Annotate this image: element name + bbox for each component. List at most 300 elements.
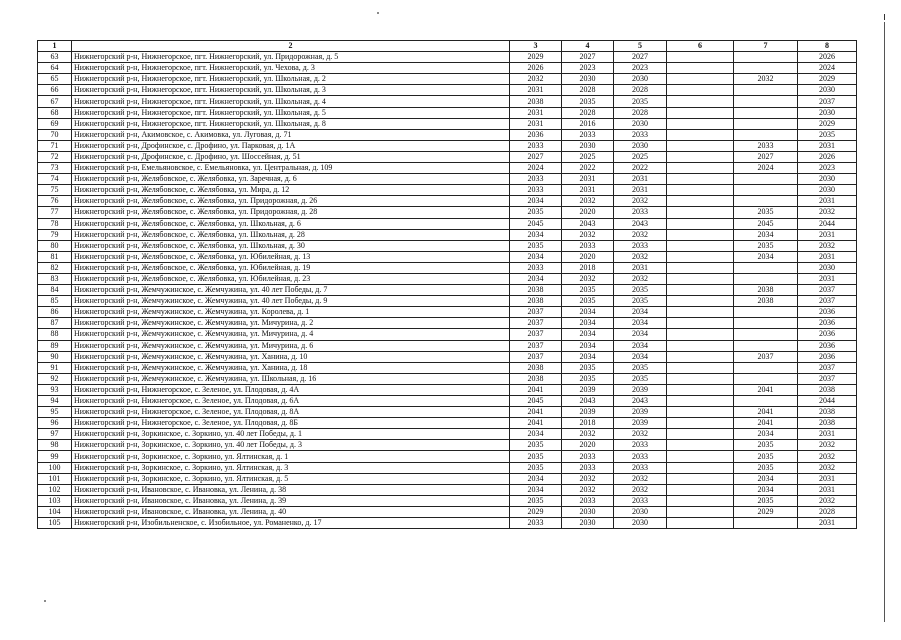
row-number-cell: 79: [38, 229, 72, 240]
row-number-cell: 89: [38, 340, 72, 351]
col-6-cell: [667, 151, 734, 162]
table-row: [38, 462, 857, 473]
scan-speck: [44, 600, 46, 602]
row-number-cell: 69: [38, 118, 72, 129]
table-row: [38, 118, 857, 129]
row-number-cell: 104: [38, 506, 72, 517]
col-4-cell: 2035: [562, 96, 614, 107]
col-3-cell: 2041: [510, 418, 562, 429]
col-8-cell: 2030: [798, 107, 857, 118]
col-6-cell: [667, 207, 734, 218]
col-4-cell: 2035: [562, 296, 614, 307]
address-cell: Нижнегорский р-н, Зоркинское, с. Зоркино, ул. 40 лет Победы, д. 3: [72, 440, 510, 451]
table-row: [38, 185, 857, 196]
row-number-cell: 93: [38, 384, 72, 395]
address-cell: Нижнегорский р-н, Жемчужинское, с. Жемчужина, ул. Мичурина, д. 2: [72, 318, 510, 329]
col-3-cell: 2036: [510, 129, 562, 140]
col-5-cell: 2033: [614, 240, 667, 251]
address-cell: Нижнегорский р-н, Нижнегорское, пгт. Нижнегорский, ул. Школьная, д. 3: [72, 85, 510, 96]
table-row: [38, 207, 857, 218]
row-number-cell: 102: [38, 484, 72, 495]
row-number-cell: 88: [38, 329, 72, 340]
col-8-cell: 2037: [798, 96, 857, 107]
col-7-cell: 2032: [734, 74, 798, 85]
col-8-cell: 2038: [798, 418, 857, 429]
col-3-cell: 2031: [510, 85, 562, 96]
col-6-cell: [667, 373, 734, 384]
table-row: [38, 340, 857, 351]
col-8-cell: 2031: [798, 518, 857, 529]
col-7-cell: 2034: [734, 484, 798, 495]
table-row: [38, 140, 857, 151]
col-8-cell: 2037: [798, 296, 857, 307]
address-cell: Нижнегорский р-н, Желябовское, с. Желябовка, ул. Юбилейная, д. 13: [72, 251, 510, 262]
col-8-cell: 2032: [798, 451, 857, 462]
address-cell: Нижнегорский р-н, Жемчужинское, с. Жемчужина, ул. Мичурина, д. 6: [72, 340, 510, 351]
table-row: [38, 373, 857, 384]
col-6-cell: [667, 96, 734, 107]
col-6-cell: [667, 196, 734, 207]
header-cell: 1: [38, 41, 72, 52]
address-cell: Нижнегорский р-н, Жемчужинское, с. Жемчужина, ул. Школьная, д. 16: [72, 373, 510, 384]
page-edge-mark: [884, 14, 885, 20]
table-row: [38, 196, 857, 207]
address-cell: Нижнегорский р-н, Нижнегорское, пгт. Нижнегорский, ул. Школьная, д. 8: [72, 118, 510, 129]
col-8-cell: 2031: [798, 196, 857, 207]
row-number-cell: 63: [38, 52, 72, 63]
col-8-cell: 2030: [798, 174, 857, 185]
col-3-cell: 2033: [510, 262, 562, 273]
row-number-cell: 65: [38, 74, 72, 85]
table-row: [38, 63, 857, 74]
col-5-cell: 2032: [614, 429, 667, 440]
col-5-cell: 2034: [614, 340, 667, 351]
col-6-cell: [667, 473, 734, 484]
col-3-cell: 2029: [510, 52, 562, 63]
col-7-cell: 2035: [734, 462, 798, 473]
col-4-cell: 2030: [562, 506, 614, 517]
col-8-cell: 2031: [798, 251, 857, 262]
col-3-cell: 2026: [510, 63, 562, 74]
col-6-cell: [667, 418, 734, 429]
col-3-cell: 2035: [510, 240, 562, 251]
col-7-cell: 2038: [734, 285, 798, 296]
col-4-cell: 2032: [562, 229, 614, 240]
col-6-cell: [667, 518, 734, 529]
table-row: [38, 107, 857, 118]
table-row: [38, 151, 857, 162]
col-7-cell: [734, 129, 798, 140]
address-cell: Нижнегорский р-н, Нижнегорское, с. Зеленое, ул. Плодовая, д. 4А: [72, 384, 510, 395]
col-4-cell: 2034: [562, 318, 614, 329]
row-number-cell: 96: [38, 418, 72, 429]
col-6-cell: [667, 63, 734, 74]
col-5-cell: 2035: [614, 296, 667, 307]
address-cell: Нижнегорский р-н, Желябовское, с. Желябовка, ул. Мира, д. 12: [72, 185, 510, 196]
table-row: [38, 273, 857, 284]
address-cell: Нижнегорский р-н, Желябовское, с. Желябовка, ул. Заречная, д. 6: [72, 174, 510, 185]
col-4-cell: 2035: [562, 362, 614, 373]
row-number-cell: 70: [38, 129, 72, 140]
col-3-cell: 2037: [510, 351, 562, 362]
row-number-cell: 97: [38, 429, 72, 440]
header-cell: 5: [614, 41, 667, 52]
table-row: [38, 407, 857, 418]
table-row: [38, 495, 857, 506]
table-row: [38, 85, 857, 96]
address-cell: Нижнегорский р-н, Жемчужинское, с. Жемчужина, ул. Ханина, д. 10: [72, 351, 510, 362]
col-6-cell: [667, 251, 734, 262]
col-8-cell: 2028: [798, 506, 857, 517]
col-6-cell: [667, 52, 734, 63]
col-4-cell: 2033: [562, 462, 614, 473]
address-cell: Нижнегорский р-н, Жемчужинское, с. Жемчужина, ул. Королева, д. 1: [72, 307, 510, 318]
col-8-cell: 2031: [798, 273, 857, 284]
row-number-cell: 66: [38, 85, 72, 96]
col-6-cell: [667, 484, 734, 495]
col-4-cell: 2035: [562, 285, 614, 296]
table-row: [38, 351, 857, 362]
col-6-cell: [667, 396, 734, 407]
col-7-cell: [734, 396, 798, 407]
col-4-cell: 2028: [562, 85, 614, 96]
table-row: [38, 174, 857, 185]
address-cell: Нижнегорский р-н, Жемчужинское, с. Жемчужина, ул. 40 лет Победы, д. 7: [72, 285, 510, 296]
row-number-cell: 83: [38, 273, 72, 284]
col-5-cell: 2033: [614, 440, 667, 451]
col-5-cell: 2033: [614, 207, 667, 218]
col-3-cell: 2035: [510, 440, 562, 451]
row-number-cell: 105: [38, 518, 72, 529]
col-5-cell: 2030: [614, 118, 667, 129]
row-number-cell: 82: [38, 262, 72, 273]
row-number-cell: 75: [38, 185, 72, 196]
col-6-cell: [667, 185, 734, 196]
col-7-cell: [734, 373, 798, 384]
table-row: [38, 429, 857, 440]
scan-speck: [377, 12, 379, 14]
col-5-cell: 2032: [614, 484, 667, 495]
col-6-cell: [667, 174, 734, 185]
col-8-cell: 2026: [798, 52, 857, 63]
col-4-cell: 2039: [562, 384, 614, 395]
table-row: [38, 362, 857, 373]
col-6-cell: [667, 329, 734, 340]
col-7-cell: 2034: [734, 429, 798, 440]
col-5-cell: 2043: [614, 396, 667, 407]
col-5-cell: 2031: [614, 174, 667, 185]
col-4-cell: 2032: [562, 196, 614, 207]
row-number-cell: 98: [38, 440, 72, 451]
col-3-cell: 2038: [510, 362, 562, 373]
col-8-cell: 2035: [798, 129, 857, 140]
col-7-cell: [734, 85, 798, 96]
row-number-cell: 67: [38, 96, 72, 107]
table-row: [38, 518, 857, 529]
address-cell: Нижнегорский р-н, Желябовское, с. Желябовка, ул. Придорожная, д. 28: [72, 207, 510, 218]
col-5-cell: 2032: [614, 229, 667, 240]
col-6-cell: [667, 129, 734, 140]
col-8-cell: 2037: [798, 285, 857, 296]
col-3-cell: 2035: [510, 462, 562, 473]
col-7-cell: [734, 518, 798, 529]
address-cell: Нижнегорский р-н, Дрофинское, с. Дрофино, ул. Шоссейная, д. 51: [72, 151, 510, 162]
col-5-cell: 2035: [614, 285, 667, 296]
col-4-cell: 2023: [562, 63, 614, 74]
col-4-cell: 2034: [562, 307, 614, 318]
col-5-cell: 2035: [614, 373, 667, 384]
col-4-cell: 2032: [562, 484, 614, 495]
col-6-cell: [667, 118, 734, 129]
col-8-cell: 2024: [798, 63, 857, 74]
col-8-cell: 2029: [798, 118, 857, 129]
table-row: [38, 240, 857, 251]
address-cell: Нижнегорский р-н, Желябовское, с. Желябовка, ул. Придорожная, д. 26: [72, 196, 510, 207]
col-6-cell: [667, 318, 734, 329]
col-6-cell: [667, 163, 734, 174]
header-cell: 2: [72, 41, 510, 52]
col-6-cell: [667, 384, 734, 395]
col-7-cell: [734, 96, 798, 107]
col-3-cell: 2038: [510, 96, 562, 107]
col-7-cell: [734, 174, 798, 185]
row-number-cell: 71: [38, 140, 72, 151]
address-cell: Нижнегорский р-н, Зоркинское, с. Зоркино, ул. Ялтинская, д. 1: [72, 451, 510, 462]
col-7-cell: [734, 318, 798, 329]
table-row: [38, 451, 857, 462]
address-cell: Нижнегорский р-н, Нижнегорское, пгт. Нижнегорский, ул. Школьная, д. 2: [72, 74, 510, 85]
col-7-cell: [734, 63, 798, 74]
row-number-cell: 86: [38, 307, 72, 318]
col-3-cell: 2033: [510, 185, 562, 196]
col-3-cell: 2038: [510, 285, 562, 296]
col-3-cell: 2035: [510, 495, 562, 506]
address-cell: Нижнегорский р-н, Зоркинское, с. Зоркино, ул. Ялтинская, д. 5: [72, 473, 510, 484]
col-4-cell: 2016: [562, 118, 614, 129]
col-5-cell: 2034: [614, 329, 667, 340]
row-number-cell: 94: [38, 396, 72, 407]
col-5-cell: 2031: [614, 262, 667, 273]
row-number-cell: 92: [38, 373, 72, 384]
col-4-cell: 2028: [562, 107, 614, 118]
col-8-cell: 2031: [798, 473, 857, 484]
col-5-cell: 2035: [614, 96, 667, 107]
col-8-cell: 2037: [798, 373, 857, 384]
col-5-cell: 2039: [614, 384, 667, 395]
col-7-cell: 2024: [734, 163, 798, 174]
col-4-cell: 2030: [562, 74, 614, 85]
col-3-cell: 2024: [510, 163, 562, 174]
col-3-cell: 2034: [510, 273, 562, 284]
col-3-cell: 2041: [510, 384, 562, 395]
col-7-cell: [734, 362, 798, 373]
table-row: [38, 262, 857, 273]
col-5-cell: 2031: [614, 185, 667, 196]
col-4-cell: 2030: [562, 518, 614, 529]
col-8-cell: 2038: [798, 407, 857, 418]
table-row: [38, 440, 857, 451]
col-5-cell: 2032: [614, 273, 667, 284]
col-7-cell: 2033: [734, 140, 798, 151]
header-cell: 7: [734, 41, 798, 52]
col-6-cell: [667, 140, 734, 151]
row-number-cell: 73: [38, 163, 72, 174]
col-6-cell: [667, 495, 734, 506]
table-row: [38, 229, 857, 240]
col-3-cell: 2037: [510, 329, 562, 340]
row-number-cell: 100: [38, 462, 72, 473]
col-3-cell: 2038: [510, 373, 562, 384]
col-4-cell: 2031: [562, 185, 614, 196]
row-number-cell: 85: [38, 296, 72, 307]
col-4-cell: 2025: [562, 151, 614, 162]
row-number-cell: 74: [38, 174, 72, 185]
row-number-cell: 78: [38, 218, 72, 229]
col-8-cell: 2036: [798, 340, 857, 351]
col-7-cell: 2041: [734, 384, 798, 395]
col-7-cell: [734, 185, 798, 196]
col-7-cell: 2041: [734, 407, 798, 418]
col-4-cell: 2020: [562, 251, 614, 262]
col-4-cell: 2022: [562, 163, 614, 174]
col-6-cell: [667, 262, 734, 273]
col-4-cell: 2020: [562, 207, 614, 218]
table-row: [38, 418, 857, 429]
address-cell: Нижнегорский р-н, Нижнегорское, пгт. Нижнегорский, ул. Придорожная, д. 5: [72, 52, 510, 63]
col-8-cell: 2044: [798, 396, 857, 407]
col-4-cell: 2033: [562, 495, 614, 506]
col-3-cell: 2034: [510, 429, 562, 440]
col-7-cell: 2035: [734, 207, 798, 218]
col-6-cell: [667, 74, 734, 85]
col-5-cell: 2025: [614, 151, 667, 162]
col-7-cell: 2035: [734, 451, 798, 462]
address-cell: Нижнегорский р-н, Изобильненское, с. Изобильное, ул. Романенко, д. 17: [72, 518, 510, 529]
address-cell: Нижнегорский р-н, Желябовское, с. Желябовка, ул. Школьная, д. 30: [72, 240, 510, 251]
col-6-cell: [667, 429, 734, 440]
col-7-cell: 2035: [734, 440, 798, 451]
col-8-cell: 2030: [798, 262, 857, 273]
address-cell: Нижнегорский р-н, Нижнегорское, пгт. Нижнегорский, ул. Школьная, д. 4: [72, 96, 510, 107]
col-3-cell: 2045: [510, 396, 562, 407]
table-row: [38, 318, 857, 329]
col-6-cell: [667, 307, 734, 318]
table-row: [38, 384, 857, 395]
address-cell: Нижнегорский р-н, Ивановское, с. Ивановка, ул. Ленина, д. 38: [72, 484, 510, 495]
row-number-cell: 76: [38, 196, 72, 207]
col-7-cell: [734, 307, 798, 318]
col-7-cell: [734, 340, 798, 351]
col-5-cell: 2035: [614, 362, 667, 373]
address-cell: Нижнегорский р-н, Желябовское, с. Желябовка, ул. Школьная, д. 6: [72, 218, 510, 229]
col-5-cell: 2028: [614, 107, 667, 118]
table-row: [38, 506, 857, 517]
address-cell: Нижнегорский р-н, Жемчужинское, с. Жемчужина, ул. Мичурина, д. 4: [72, 329, 510, 340]
col-3-cell: 2034: [510, 196, 562, 207]
col-7-cell: 2034: [734, 251, 798, 262]
col-5-cell: 2030: [614, 140, 667, 151]
col-4-cell: 2035: [562, 373, 614, 384]
col-7-cell: 2041: [734, 418, 798, 429]
col-4-cell: 2034: [562, 340, 614, 351]
col-5-cell: 2028: [614, 85, 667, 96]
col-6-cell: [667, 506, 734, 517]
col-6-cell: [667, 440, 734, 451]
col-6-cell: [667, 340, 734, 351]
col-8-cell: 2032: [798, 207, 857, 218]
address-cell: Нижнегорский р-н, Нижнегорское, пгт. Нижнегорский, ул. Школьная, д. 5: [72, 107, 510, 118]
address-cell: Нижнегорский р-н, Жемчужинское, с. Жемчужина, ул. 40 лет Победы, д. 9: [72, 296, 510, 307]
col-8-cell: 2036: [798, 318, 857, 329]
row-number-cell: 103: [38, 495, 72, 506]
header-cell: 4: [562, 41, 614, 52]
address-cell: Нижнегорский р-н, Ивановское, с. Ивановка, ул. Ленина, д. 40: [72, 506, 510, 517]
col-6-cell: [667, 451, 734, 462]
col-7-cell: [734, 118, 798, 129]
col-4-cell: 2018: [562, 262, 614, 273]
col-7-cell: 2035: [734, 495, 798, 506]
col-4-cell: 2032: [562, 473, 614, 484]
col-7-cell: [734, 262, 798, 273]
col-7-cell: 2035: [734, 240, 798, 251]
col-6-cell: [667, 296, 734, 307]
col-6-cell: [667, 107, 734, 118]
row-number-cell: 80: [38, 240, 72, 251]
col-6-cell: [667, 229, 734, 240]
col-8-cell: 2030: [798, 85, 857, 96]
col-7-cell: 2034: [734, 473, 798, 484]
table-body: [38, 52, 857, 529]
col-5-cell: 2030: [614, 518, 667, 529]
table-row: [38, 307, 857, 318]
address-cell: Нижнегорский р-н, Емельяновское, с. Емельяновка, ул. Центральная, д. 109: [72, 163, 510, 174]
col-5-cell: 2043: [614, 218, 667, 229]
col-4-cell: 2033: [562, 129, 614, 140]
col-4-cell: 2043: [562, 218, 614, 229]
row-number-cell: 68: [38, 107, 72, 118]
col-4-cell: 2039: [562, 407, 614, 418]
address-cell: Нижнегорский р-н, Нижнегорское, с. Зеленое, ул. Плодовая, д. 6А: [72, 396, 510, 407]
col-8-cell: 2032: [798, 240, 857, 251]
col-8-cell: 2023: [798, 163, 857, 174]
col-5-cell: 2034: [614, 318, 667, 329]
register-table: [37, 40, 857, 529]
col-3-cell: 2034: [510, 484, 562, 495]
row-number-cell: 81: [38, 251, 72, 262]
col-3-cell: 2034: [510, 229, 562, 240]
col-5-cell: 2032: [614, 473, 667, 484]
col-6-cell: [667, 407, 734, 418]
table-row: [38, 129, 857, 140]
table-row: [38, 218, 857, 229]
col-3-cell: 2038: [510, 296, 562, 307]
col-4-cell: 2033: [562, 240, 614, 251]
col-3-cell: 2027: [510, 151, 562, 162]
table-row: [38, 473, 857, 484]
col-4-cell: 2031: [562, 174, 614, 185]
col-3-cell: 2033: [510, 518, 562, 529]
col-3-cell: 2031: [510, 107, 562, 118]
table-row: [38, 484, 857, 495]
row-number-cell: 95: [38, 407, 72, 418]
address-cell: Нижнегорский р-н, Зоркинское, с. Зоркино, ул. 40 лет Победы, д. 1: [72, 429, 510, 440]
table-row: [38, 251, 857, 262]
address-cell: Нижнегорский р-н, Жемчужинское, с. Жемчужина, ул. Ханина, д. 18: [72, 362, 510, 373]
col-8-cell: 2031: [798, 484, 857, 495]
table-row: [38, 329, 857, 340]
col-8-cell: 2031: [798, 429, 857, 440]
table-row: [38, 52, 857, 63]
